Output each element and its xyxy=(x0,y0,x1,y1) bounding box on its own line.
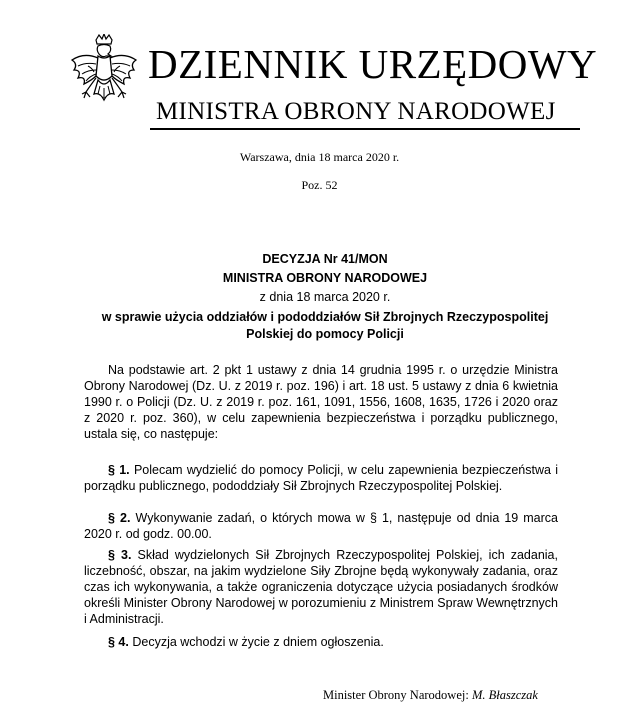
section-text: Wykonywanie zadań, o których mowa w § 1, następuje od dnia 19 marca 2020 r. od godz. 00.00. xyxy=(84,511,559,541)
section-mark: § 2. xyxy=(108,511,131,525)
section-mark: § 3. xyxy=(108,548,132,562)
section-text: Polecam wydzielić do pomocy Policji, w celu zapewnienia bezpieczeństwa i porządku publicznego, pododdziały Sił Zbrojnych Rzeczypospolitej Polskiej. xyxy=(84,463,558,493)
header-rule xyxy=(150,128,580,130)
section-4 xyxy=(84,634,558,650)
section-text: Decyzja wchodzi w życie z dniem ogłoszenia. xyxy=(132,635,384,649)
signature-label: Minister Obrony Narodowej: xyxy=(323,688,469,702)
signature-name: M. Błaszczak xyxy=(471,688,538,702)
preamble xyxy=(84,362,558,442)
journal-subtitle: MINISTRA OBRONY NARODOWEJ xyxy=(156,98,556,125)
section-mark: § 1. xyxy=(108,463,130,477)
section-1 xyxy=(84,462,558,494)
position-number: Poz. 52 xyxy=(301,178,338,192)
decision-subject-line2: Polskiej do pomocy Policji xyxy=(246,327,404,341)
section-mark: § 4. xyxy=(108,635,129,649)
place-date: Warszawa, dnia 18 marca 2020 r. xyxy=(239,150,400,164)
preamble-text: Na podstawie art. 2 pkt 1 ustawy z dnia 14 grudnia 1995 r. o urzędzie Ministra Obrony Narodowej (Dz. U. z 2019 r. poz. 196) i art. 18 ust. 5 ustawy z dnia 6 kwietnia 1990 r. o Policji (Dz. U. z 2019 r. poz. 161, 1091, 1556, 1608, 1635, 1726 i 2020 oraz z 2020 r. poz. 360), w celu zapewnienia bezpieczeństwa i porządku publicznego, ustala się, co następuje: xyxy=(84,363,558,441)
journal-title: DZIENNIK URZĘDOWY xyxy=(148,41,598,87)
decision-issuer: MINISTRA OBRONY NARODOWEJ xyxy=(222,271,428,285)
decision-date: z dnia 18 marca 2020 r. xyxy=(259,290,391,304)
section-text: Skład wydzielonych Sił Zbrojnych Rzeczypospolitej Polskiej, ich zadania, liczebność, obszar, na jakim wydzielone Siły Zbrojne będą wykonywały zadania, oraz czas ich wykonywania, a także ograniczenia dotyczące użycia posiadanych środków określi Minister Obrony Narodowej w porozumieniu z Ministrem Spraw Wewnętrznych i Administracji. xyxy=(84,548,558,626)
eagle-emblem-icon xyxy=(68,34,140,120)
section-2 xyxy=(84,510,558,542)
signature xyxy=(323,688,538,703)
section-3 xyxy=(84,547,558,627)
decision-number: DECYZJA Nr 41/MON xyxy=(262,252,388,266)
decision-subject-line1: w sprawie użycia oddziałów i pododdziałów Sił Zbrojnych Rzeczypospolitej xyxy=(101,310,549,324)
